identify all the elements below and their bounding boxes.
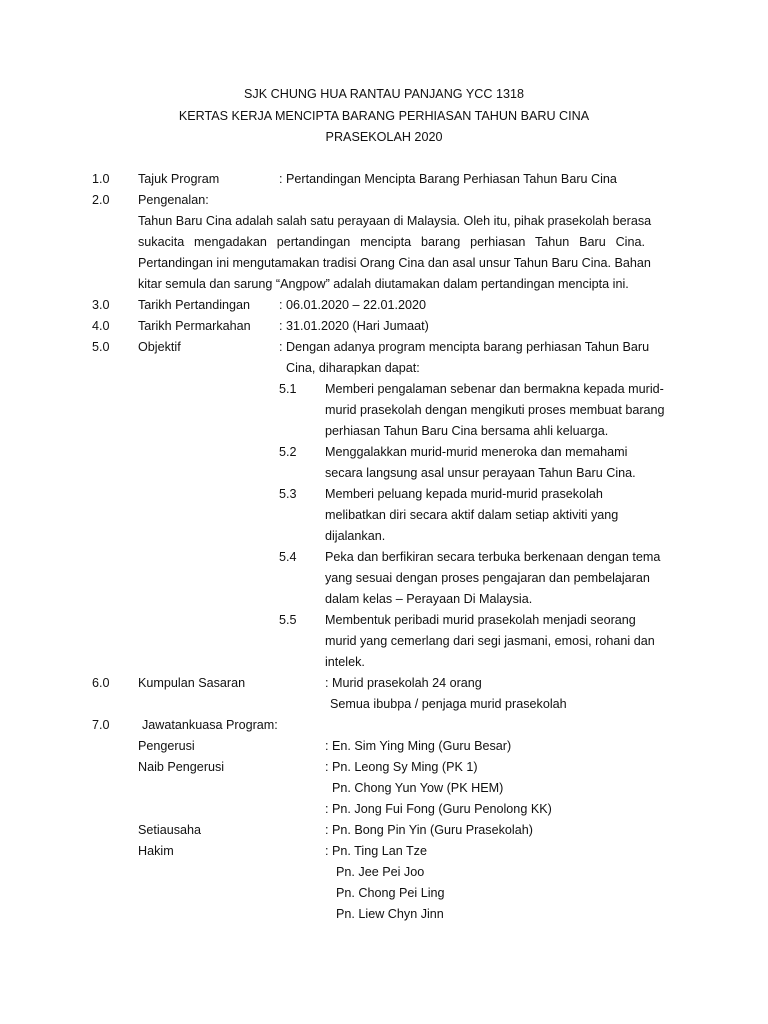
section-2-label: Pengenalan: — [138, 193, 209, 207]
section-7-number: 7.0 — [92, 718, 110, 732]
objective-number: 5.3 — [279, 487, 297, 501]
intro-paragraph-line: sukacita mengadakan pertandingan mencipta barang perhiasan Tahun Baru Cina. — [138, 235, 645, 249]
objective-line: Memberi peluang kepada murid-murid prasekolah — [325, 487, 603, 501]
intro-paragraph-line: kitar semula dan sarung “Angpow” adalah diutamakan dalam pertandingan mencipta ini. — [138, 277, 629, 291]
section-3-number: 3.0 — [92, 298, 110, 312]
objective-line: Menggalakkan murid-murid meneroka dan memahami — [325, 445, 628, 459]
committee-member: Pn. Liew Chyn Jinn — [336, 907, 444, 921]
objective-line: melibatkan diri secara aktif dalam setiap aktiviti yang — [325, 508, 619, 522]
committee-member: Pn. Chong Yun Yow (PK HEM) — [332, 781, 504, 795]
section-5-value: : Dengan adanya program mencipta barang perhiasan Tahun Baru — [279, 340, 650, 354]
committee-member: : Pn. Ting Lan Tze — [325, 844, 427, 858]
committee-member: : Pn. Bong Pin Yin (Guru Prasekolah) — [325, 823, 533, 837]
section-2-number: 2.0 — [92, 193, 110, 207]
section-6-label: Kumpulan Sasaran — [138, 676, 246, 690]
section-6-number: 6.0 — [92, 676, 110, 690]
objective-number: 5.1 — [279, 382, 297, 396]
section-1-label: Tajuk Program — [138, 172, 220, 186]
objective-line: murid yang cemerlang dari segi jasmani, emosi, rohani dan — [325, 634, 655, 648]
objective-line: Membentuk peribadi murid prasekolah menjadi seorang — [325, 613, 636, 627]
objective-line: intelek. — [325, 655, 365, 669]
section-4-value: : 31.01.2020 (Hari Jumaat) — [279, 319, 429, 333]
section-4-number: 4.0 — [92, 319, 110, 333]
objective-line: Memberi pengalaman sebenar dan bermakna kepada murid- — [325, 382, 664, 396]
section-5-number: 5.0 — [92, 340, 110, 354]
objective-line: dijalankan. — [325, 529, 386, 543]
committee-role-secretary: Setiausaha — [138, 823, 202, 837]
section-5-label: Objektif — [138, 340, 181, 354]
objective-line: secara langsung asal unsur perayaan Tahun Baru Cina. — [325, 466, 636, 480]
section-4-label: Tarikh Permarkahan — [138, 319, 251, 333]
committee-role-chairman: Pengerusi — [138, 739, 195, 753]
section-7-label: Jawatankuasa Program: — [142, 718, 278, 732]
committee-member: : Pn. Leong Sy Ming (PK 1) — [325, 760, 478, 774]
committee-member: : En. Sim Ying Ming (Guru Besar) — [325, 739, 512, 753]
objective-line: Peka dan berfikiran secara terbuka berkenaan dengan tema — [325, 550, 661, 564]
objective-line: dalam kelas – Perayaan Di Malaysia. — [325, 592, 533, 606]
section-5-value-continued: Cina, diharapkan dapat: — [286, 361, 420, 375]
intro-paragraph-line: Tahun Baru Cina adalah salah satu perayaan di Malaysia. Oleh itu, pihak prasekolah berasa — [138, 214, 652, 228]
objective-line: perhiasan Tahun Baru Cina bersama ahli keluarga. — [325, 424, 609, 438]
objective-line: murid prasekolah dengan mengikuti proses membuat barang — [325, 403, 665, 417]
committee-member: : Pn. Jong Fui Fong (Guru Penolong KK) — [325, 802, 552, 816]
objective-number: 5.5 — [279, 613, 297, 627]
paper-year-heading: PRASEKOLAH 2020 — [325, 130, 443, 144]
committee-role-vice-chairman: Naib Pengerusi — [138, 760, 225, 774]
section-1-value: : Pertandingan Mencipta Barang Perhiasan Tahun Baru Cina — [279, 172, 617, 186]
section-3-value: : 06.01.2020 – 22.01.2020 — [279, 298, 427, 312]
school-name-heading: SJK CHUNG HUA RANTAU PANJANG YCC 1318 — [244, 87, 524, 101]
section-6-value-continued: Semua ibubpa / penjaga murid prasekolah — [330, 697, 567, 711]
committee-member: Pn. Jee Pei Joo — [336, 865, 425, 879]
paper-title-heading: KERTAS KERJA MENCIPTA BARANG PERHIASAN TAHUN BARU CINA — [178, 109, 590, 123]
committee-role-judge: Hakim — [138, 844, 174, 858]
section-1-number: 1.0 — [92, 172, 110, 186]
objective-number: 5.2 — [279, 445, 297, 459]
section-3-label: Tarikh Pertandingan — [138, 298, 251, 312]
objective-number: 5.4 — [279, 550, 297, 564]
section-6-value: : Murid prasekolah 24 orang — [325, 676, 482, 690]
committee-member: Pn. Chong Pei Ling — [336, 886, 445, 900]
objective-line: yang sesuai dengan proses pengajaran dan pembelajaran — [325, 571, 650, 585]
intro-paragraph-line: Pertandingan ini mengutamakan tradisi Orang Cina dan asal unsur Tahun Baru Cina. Bahan — [138, 256, 651, 270]
